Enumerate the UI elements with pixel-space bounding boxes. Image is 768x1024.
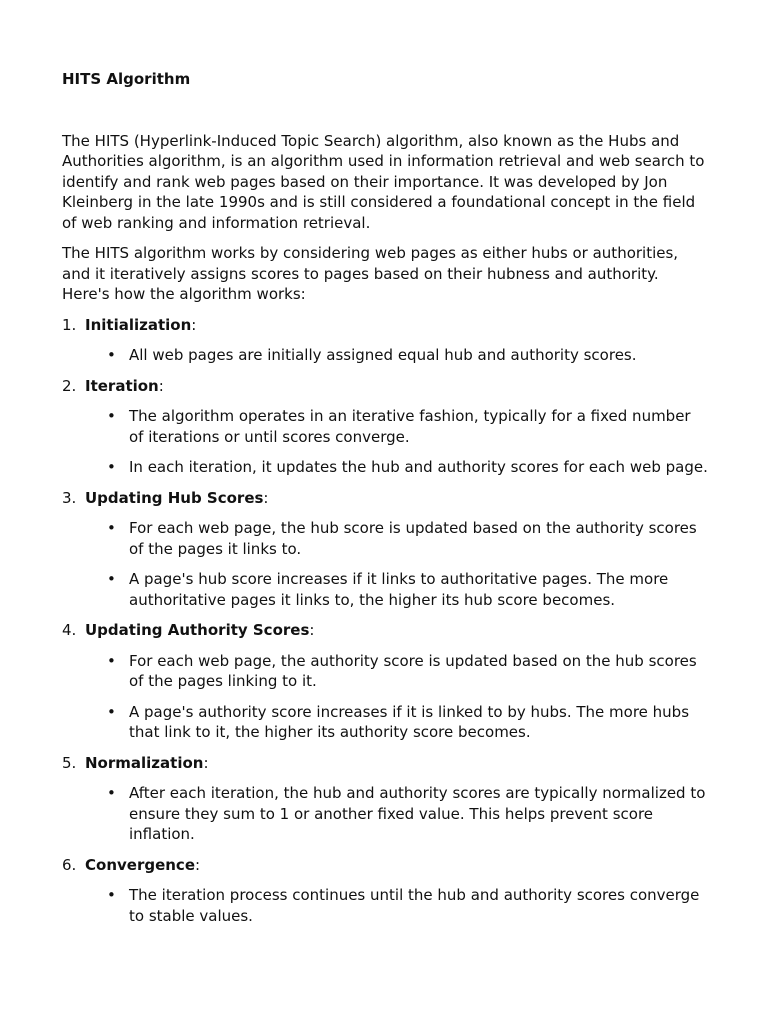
step-suffix: : xyxy=(203,753,209,772)
method-paragraph: The HITS algorithm works by considering web pages as either hubs or authorities, and it iteratively assigns scores to pages based on their hubness and authority. Here's how the algorithm works: xyxy=(62,244,679,303)
step-item xyxy=(62,488,708,611)
bullet-icon: • xyxy=(107,570,116,588)
step-suffix: : xyxy=(195,855,201,874)
bullet-icon: • xyxy=(107,702,116,721)
step-name: Iteration xyxy=(85,376,159,395)
bullet-icon: • xyxy=(107,784,116,802)
bullet-icon: • xyxy=(107,519,116,537)
step-suffix: : xyxy=(158,376,164,395)
steps-list xyxy=(62,315,708,927)
bullet-text: For each web page, the hub score is updated based on the authority scores of the pages it links to. xyxy=(129,519,697,558)
bullet-icon: • xyxy=(107,346,116,364)
step-name: Initialization xyxy=(85,315,192,334)
step-item xyxy=(62,855,708,927)
step-suffix: : xyxy=(191,315,197,334)
step-name: Convergence xyxy=(85,855,195,874)
step-heading xyxy=(62,753,708,774)
bullet-item xyxy=(107,651,708,692)
bullet-item xyxy=(107,518,708,559)
step-item xyxy=(62,376,708,478)
step-bullets xyxy=(62,783,708,845)
step-heading xyxy=(62,315,708,336)
step-bullets xyxy=(62,345,708,366)
bullet-item xyxy=(107,783,708,845)
bullet-text: For each web page, the authority score is updated based on the hub scores of the pages linking to it. xyxy=(129,651,697,690)
step-number: 6. xyxy=(62,855,77,874)
bullet-icon: • xyxy=(107,407,116,425)
step-name: Updating Hub Scores xyxy=(85,488,264,507)
step-number: 1. xyxy=(62,315,77,334)
bullet-text: All web pages are initially assigned equal hub and authority scores. xyxy=(129,346,637,364)
step-heading xyxy=(62,855,708,876)
step-item xyxy=(62,315,708,366)
step-suffix: : xyxy=(309,621,315,639)
bullet-item xyxy=(107,406,708,447)
bullet-text: In each iteration, it updates the hub and authority scores for each web page. xyxy=(129,458,708,476)
bullet-item xyxy=(107,569,708,610)
step-bullets xyxy=(62,651,708,743)
bullet-item xyxy=(107,702,708,743)
step-name: Normalization xyxy=(85,753,204,772)
step-heading xyxy=(62,488,708,509)
document-title: HITS Algorithm xyxy=(62,70,191,88)
bullet-text: A page's hub score increases if it links to authoritative pages. The more authoritative pages it links to, the higher its hub score becomes. xyxy=(129,570,669,609)
step-heading xyxy=(62,620,708,641)
step-item xyxy=(62,620,708,743)
bullet-item xyxy=(107,885,708,926)
step-number: 5. xyxy=(62,753,77,772)
intro-paragraph: The HITS (Hyperlink-Induced Topic Search) algorithm, also known as the Hubs and Authorities algorithm, is an algorithm used in information retrieval and web search to identify and rank web pages based on their importance. It was developed by Jon Kleinberg in the late 1990s and is still considered a foundational concept in the field of web ranking and information retrieval. xyxy=(62,131,705,232)
step-number: 4. xyxy=(62,621,77,639)
step-number: 3. xyxy=(62,488,77,507)
step-item xyxy=(62,753,708,845)
step-heading xyxy=(62,376,708,397)
bullet-text: After each iteration, the hub and authority scores are typically normalized to ensure they sum to 1 or another fixed value. This helps prevent score inflation. xyxy=(129,784,706,843)
bullet-icon: • xyxy=(107,651,116,670)
step-bullets xyxy=(62,406,708,478)
bullet-icon: • xyxy=(107,886,116,904)
bullet-text: A page's authority score increases if it is linked to by hubs. The more hubs that link to it, the higher its authority score becomes. xyxy=(129,702,690,741)
bullet-text: The algorithm operates in an iterative fashion, typically for a fixed number of iterations or until scores converge. xyxy=(129,407,691,446)
bullet-text: The iteration process continues until the hub and authority scores converge to stable values. xyxy=(129,886,700,925)
bullet-icon: • xyxy=(107,458,116,476)
step-suffix: : xyxy=(263,488,269,507)
step-bullets xyxy=(62,885,708,926)
bullet-item xyxy=(107,345,708,366)
step-bullets xyxy=(62,518,708,610)
step-name: Updating Authority Scores xyxy=(85,621,310,639)
step-number: 2. xyxy=(62,376,77,395)
bullet-item xyxy=(107,457,708,478)
